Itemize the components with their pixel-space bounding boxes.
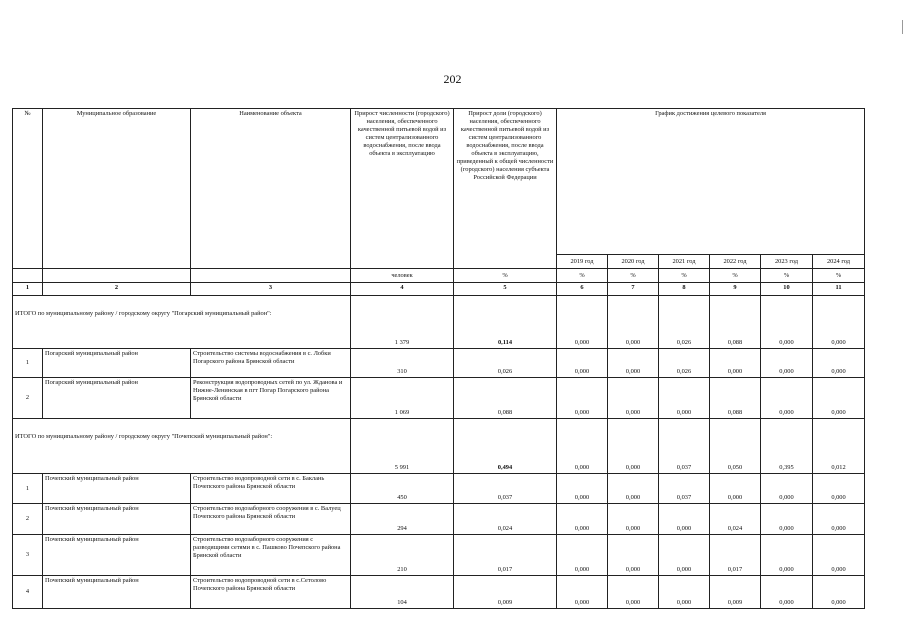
column-index: 9: [710, 283, 761, 296]
total-value: 0,000: [608, 296, 659, 349]
total-value: 0,000: [761, 296, 813, 349]
table-row: [13, 378, 865, 419]
row-value: 104: [351, 576, 454, 609]
row-value: 0,017: [710, 535, 761, 576]
table-row: [13, 535, 865, 576]
row-value: 0,000: [659, 504, 710, 535]
row-object: Строительство системы водоснабжения в с. Лобки Погарского района Брянской области: [191, 349, 351, 378]
unit-percent: %: [659, 269, 710, 283]
row-municipality: Погарский муниципальный район: [43, 378, 191, 419]
header-share-growth: Прирост доли (городского) населения, обеспеченного качественной питьевой водой из систем централизованного водоснабжения, после ввода объекта в эксплуатацию, приведенный к общей численности (городского) населения субъекта Российской Федерации: [454, 109, 557, 269]
column-index: 11: [813, 283, 865, 296]
header-year: 2023 год: [761, 255, 813, 269]
row-value: 0,000: [813, 474, 865, 504]
table-row: [13, 576, 865, 609]
total-label: ИТОГО по муниципальному району / городскому округу "Почепский муниципальный район":: [13, 419, 351, 474]
table-row: [13, 474, 865, 504]
unit-percent: %: [761, 269, 813, 283]
column-index: 5: [454, 283, 557, 296]
unit-percent: %: [454, 269, 557, 283]
header-row-main: [13, 109, 865, 255]
row-value: 0,026: [454, 349, 557, 378]
unit-empty: [43, 269, 191, 283]
row-value: 0,009: [454, 576, 557, 609]
target-indicator-table: [12, 108, 865, 609]
row-municipality: Почепский муниципальный район: [43, 504, 191, 535]
row-value: 0,000: [659, 535, 710, 576]
row-value: 0,000: [557, 576, 608, 609]
row-municipality: Почепский муниципальный район: [43, 535, 191, 576]
total-value: 0,000: [557, 296, 608, 349]
row-value: 0,000: [659, 378, 710, 419]
total-value: 0,494: [454, 419, 557, 474]
row-value: 0,000: [557, 474, 608, 504]
row-value: 0,000: [557, 349, 608, 378]
row-value: 0,000: [659, 576, 710, 609]
row-value: 0,000: [557, 535, 608, 576]
unit-empty: [13, 269, 43, 283]
row-value: 294: [351, 504, 454, 535]
row-object: Строительство водозаборного сооружения с разводящими сетями в с. Пашково Почепского района Брянской области: [191, 535, 351, 576]
row-object: Реконструкция водопроводных сетей по ул. Жданова и Нижне-Ленинская в пгт Погар Погарского района Брянской области: [191, 378, 351, 419]
row-municipality: Почепский муниципальный район: [43, 474, 191, 504]
row-value: 310: [351, 349, 454, 378]
header-object: Наименование объекта: [191, 109, 351, 269]
row-value: 0,000: [761, 378, 813, 419]
header-year: 2021 год: [659, 255, 710, 269]
row-value: 450: [351, 474, 454, 504]
row-value: 0,000: [608, 474, 659, 504]
row-value: 0,009: [710, 576, 761, 609]
total-value: 0,037: [659, 419, 710, 474]
column-index: 8: [659, 283, 710, 296]
total-value: 0,000: [557, 419, 608, 474]
row-value: 0,000: [813, 378, 865, 419]
column-index: 6: [557, 283, 608, 296]
row-value: 210: [351, 535, 454, 576]
header-no: №: [13, 109, 43, 269]
edge-mark: [902, 20, 903, 34]
column-index: 10: [761, 283, 813, 296]
table-row: [13, 349, 865, 378]
row-municipality: Почепский муниципальный район: [43, 576, 191, 609]
total-value: 0,395: [761, 419, 813, 474]
row-value: 0,000: [608, 378, 659, 419]
total-value: 0,088: [710, 296, 761, 349]
row-value: 0,000: [813, 535, 865, 576]
header-population-growth: Прирост численности (городского) населения, обеспеченного качественной питьевой водой из систем централизованного водоснабжения, после ввода объекта в эксплуатацию: [351, 109, 454, 269]
column-index: 4: [351, 283, 454, 296]
column-index: 1: [13, 283, 43, 296]
row-value: 0,000: [608, 535, 659, 576]
table-row: [13, 504, 865, 535]
header-year: 2022 год: [710, 255, 761, 269]
row-value: 0,026: [659, 349, 710, 378]
row-number: 4: [13, 576, 43, 609]
total-label: ИТОГО по муниципальному району / городскому округу "Погарский муниципальный район":: [13, 296, 351, 349]
header-municipality: Муниципальное образование: [43, 109, 191, 269]
header-row-units: [13, 269, 865, 283]
row-value: 0,000: [608, 576, 659, 609]
total-value: 0,050: [710, 419, 761, 474]
total-row: [13, 419, 865, 474]
header-year: 2020 год: [608, 255, 659, 269]
total-value: 0,000: [813, 296, 865, 349]
row-value: 0,024: [710, 504, 761, 535]
row-value: 0,000: [608, 349, 659, 378]
row-number: 1: [13, 349, 43, 378]
row-value: 0,024: [454, 504, 557, 535]
header-year: 2019 год: [557, 255, 608, 269]
total-value: 0,012: [813, 419, 865, 474]
row-value: 0,088: [454, 378, 557, 419]
column-index-row: [13, 283, 865, 296]
total-row: [13, 296, 865, 349]
row-number: 3: [13, 535, 43, 576]
total-value: 0,114: [454, 296, 557, 349]
total-value: 1 379: [351, 296, 454, 349]
unit-empty: [191, 269, 351, 283]
column-index: 3: [191, 283, 351, 296]
unit-people: человек: [351, 269, 454, 283]
row-value: 0,000: [761, 535, 813, 576]
row-value: 0,000: [761, 576, 813, 609]
row-value: 0,000: [761, 349, 813, 378]
row-value: 0,000: [813, 576, 865, 609]
row-number: 2: [13, 504, 43, 535]
row-value: 0,017: [454, 535, 557, 576]
unit-percent: %: [813, 269, 865, 283]
row-value: 0,037: [454, 474, 557, 504]
row-value: 0,000: [813, 349, 865, 378]
row-value: 0,000: [557, 504, 608, 535]
row-value: 0,000: [813, 504, 865, 535]
unit-percent: %: [557, 269, 608, 283]
page-number: 202: [443, 72, 462, 86]
total-value: 0,000: [608, 419, 659, 474]
header-schedule: График достижения целевого показателя: [557, 109, 865, 255]
row-value: 0,000: [710, 349, 761, 378]
unit-percent: %: [710, 269, 761, 283]
row-object: Строительство водопроводной сети в с.Сетолово Почепского района Брянской области: [191, 576, 351, 609]
unit-percent: %: [608, 269, 659, 283]
row-object: Строительство водопроводной сети в с. Баклань Почепского района Брянской области: [191, 474, 351, 504]
column-index: 7: [608, 283, 659, 296]
header-year: 2024 год: [813, 255, 865, 269]
row-value: 0,000: [608, 504, 659, 535]
row-object: Строительство водозаборного сооружения в с. Валуец Почепского района Брянской области: [191, 504, 351, 535]
row-value: 1 069: [351, 378, 454, 419]
row-value: 0,000: [557, 378, 608, 419]
total-value: 0,026: [659, 296, 710, 349]
row-number: 1: [13, 474, 43, 504]
column-index: 2: [43, 283, 191, 296]
row-value: 0,000: [761, 474, 813, 504]
row-value: 0,000: [710, 474, 761, 504]
row-value: 0,088: [710, 378, 761, 419]
total-value: 5 991: [351, 419, 454, 474]
row-value: 0,037: [659, 474, 710, 504]
row-value: 0,000: [761, 504, 813, 535]
row-municipality: Погарский муниципальный район: [43, 349, 191, 378]
row-number: 2: [13, 378, 43, 419]
